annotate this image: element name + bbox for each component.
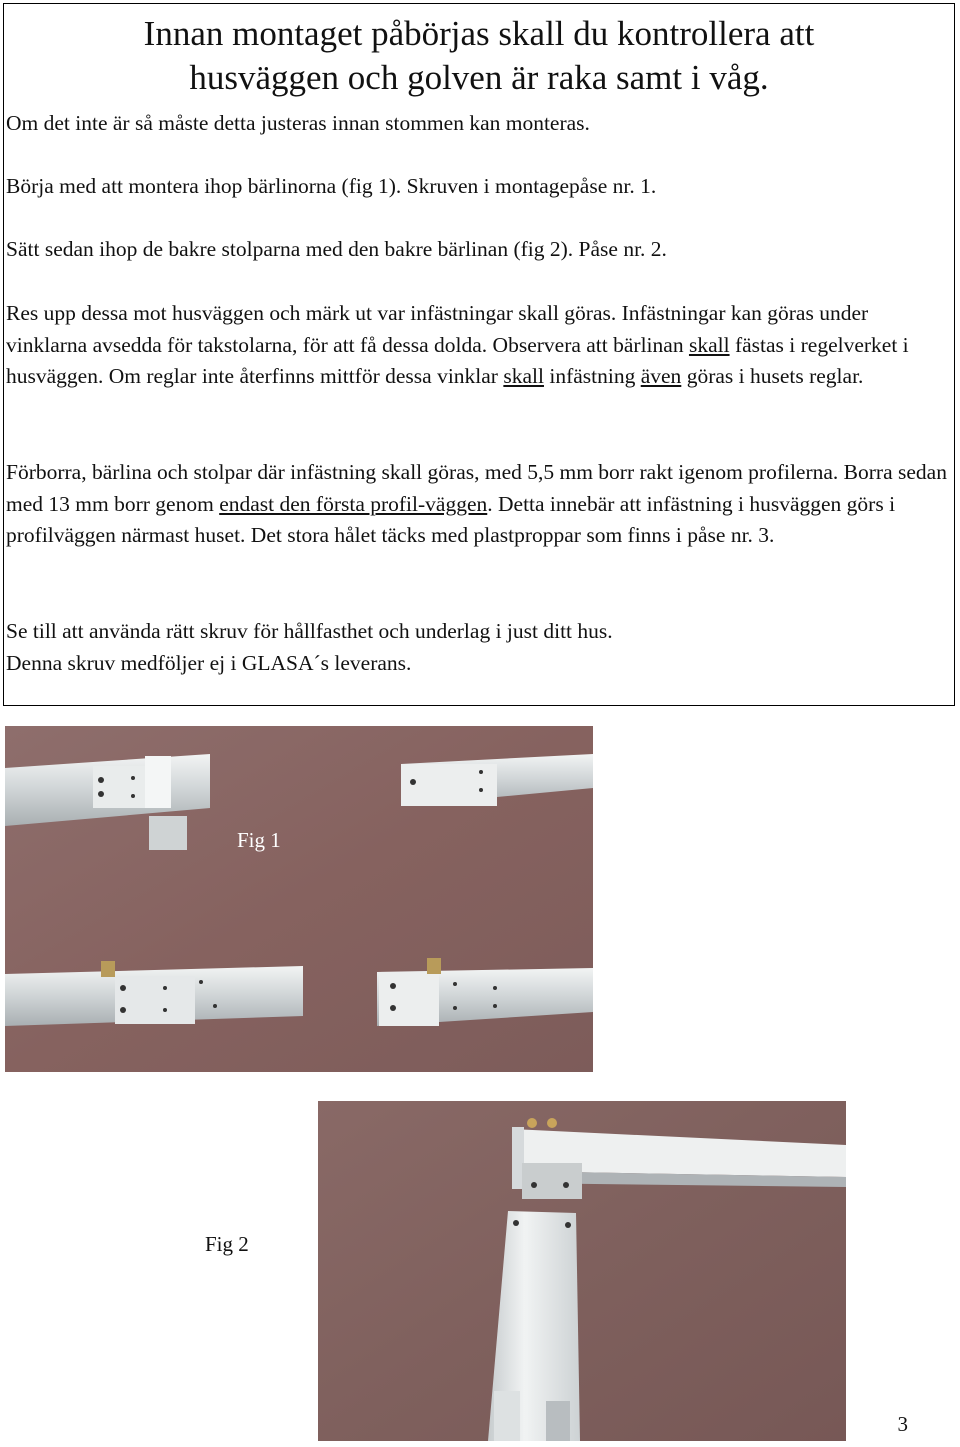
underlined-text: skall [503,364,544,388]
paragraph-level-check: Om det inte är så måste detta justeras innan stommen kan monteras. [6,111,590,135]
instruction-box [3,3,955,706]
fig2-photo [318,1101,846,1441]
page-number: 3 [897,1412,908,1436]
paragraph-assemble-rails: Börja med att montera ihop bärlinorna (fig 1). Skruven i montagepåse nr. 1. [6,174,657,198]
paragraph-rear-posts: Sätt sedan ihop de bakre stolparna med den bakre bärlinan (fig 2). Påse nr. 2. [6,237,667,261]
fig2-illustration [318,1101,846,1441]
underlined-text: endast den första profil-väggen [219,491,488,516]
underlined-text: även [640,364,682,388]
fig2-label: Fig 2 [205,1232,249,1256]
text: Res upp dessa mot husväggen och märk ut var infästningar skall göras. Infästningar kan göras under vinklarna avsedda för takstolarna, för att få dessa dolda. Observera att bärlinan [6,301,869,357]
text: Förborra, bärlina och stolpar där infästning skall göras, med 5,5 mm borr rakt igenom profilerna. Borra sedan med 13 mm borr genom [6,460,947,516]
title-line-2: husväggen och golven är raka samt i våg. [189,58,769,97]
fig1-photo [5,726,593,1072]
text: fästas i regelverket i husväggen. Om reglar inte återfinns mittför dessa vinklar [6,332,909,388]
underlined-text: skall [688,332,730,357]
title-line-1: Innan montaget påbörjas skall du kontrollera att [143,14,815,53]
text: Denna skruv medföljer ej i GLASA´s leverans. [6,650,412,675]
text: . Detta innebär att infästning i husväggen görs i profilväggen närmast huset. Det stora hålet täcks med plastproppar som finns i påse nr. 3. [6,491,896,547]
paragraph-mounting [6,298,950,393]
text: Se till att använda rätt skruv för hållfasthet och underlag i just ditt hus. [6,619,613,643]
paragraph-screw-note [6,616,950,679]
fig1-illustration [5,726,593,1072]
paragraph-drilling [6,457,950,552]
text: göras i husets reglar. [681,364,864,388]
page-title [4,12,954,100]
text: infästning [543,364,641,388]
fig1-label: Fig 1 [237,828,281,852]
